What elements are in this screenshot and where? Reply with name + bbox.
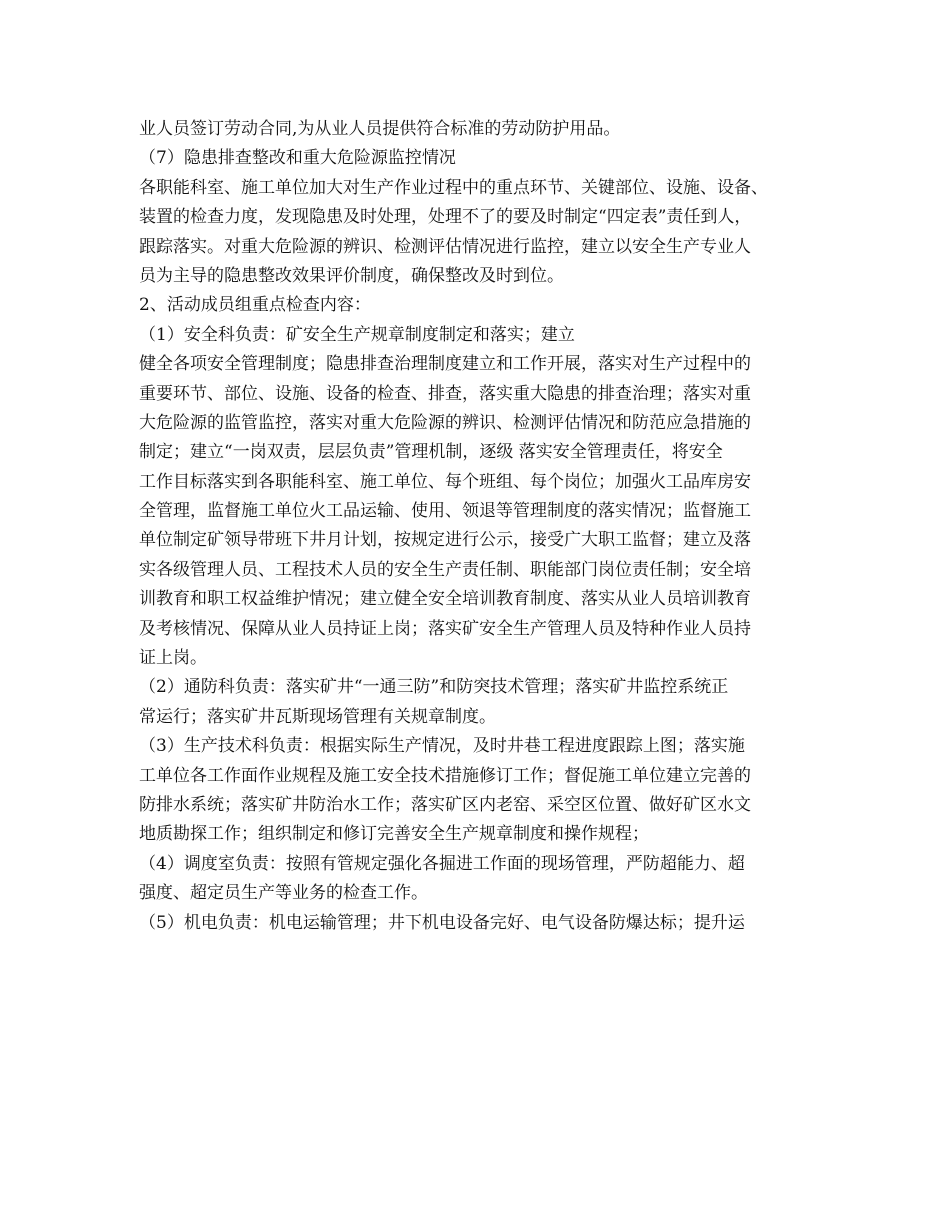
text-line: 强度、超定员生产等业务的检查工作。	[139, 883, 428, 904]
text-line: 实各级管理人员、工程技术人员的安全生产责任制、职能部门岗位责任制；安全培	[139, 559, 751, 580]
text-line: 重要环节、部位、设施、设备的检查、排查，落实重大隐患的排查治理；落实对重	[139, 383, 751, 404]
section-heading: （7）隐患排查整改和重大危险源监控情况	[139, 148, 456, 169]
text-line: 及考核情况、保障从业人员持证上岗；落实矿安全生产管理人员及特种作业人员持	[139, 618, 751, 639]
text-line: 员为主导的隐患整改效果评价制度，确保整改及时到位。	[139, 265, 564, 286]
text-line: 防排水系统；落实矿井防治水工作；落实矿区内老窑、采空区位置、做好矿区水文	[139, 794, 751, 815]
text-line: 工单位各工作面作业规程及施工安全技术措施修订工作；督促施工单位建立完善的	[139, 765, 751, 786]
text-line: 制定；建立“一岗双责，层层负责”管理机制，逐级 落实安全管理责任，将安全	[139, 442, 723, 463]
text-line: 工作目标落实到各职能科室、施工单位、每个班组、每个岗位；加强火工品库房安	[139, 471, 751, 492]
text-line: （3）生产技术科负责：根据实际生产情况，及时井巷工程进度跟踪上图；落实施	[139, 736, 745, 757]
text-line: 大危险源的监管监控，落实对重大危险源的辨识、检测评估情况和防范应急措施的	[139, 412, 751, 433]
text-line: 健全各项安全管理制度；隐患排查治理制度建立和工作开展，落实对生产过程中的	[139, 354, 751, 375]
text-line: 常运行；落实矿井瓦斯现场管理有关规章制度。	[139, 706, 496, 727]
text-line: 业人员签订劳动合同,为从业人员提供符合标准的劳动防护用品。	[139, 119, 621, 139]
text-line: 跟踪落实。对重大危险源的辨识、检测评估情况进行监控，建立以安全生产专业人	[139, 236, 751, 257]
text-line: 地质勘探工作；组织制定和修订完善安全生产规章制度和操作规程；	[139, 824, 649, 845]
text-line: （4）调度室负责：按照有管规定强化各掘进工作面的现场管理，严防超能力、超	[139, 853, 745, 874]
document-body	[139, 115, 829, 938]
text-line: （5）机电负责：机电运输管理；井下机电设备完好、电气设备防爆达标；提升运	[139, 912, 745, 933]
text-line: 全管理，监督施工单位火工品运输、使用、领退等管理制度的落实情况；监督施工	[139, 501, 751, 522]
text-line: 训教育和职工权益维护情况；建立健全安全培训教育制度、落实从业人员培训教育	[139, 589, 751, 610]
text-line: 证上岗。	[139, 648, 207, 669]
text-line: 各职能科室、施工单位加大对生产作业过程中的重点环节、关键部位、设施、设备、	[139, 177, 768, 198]
text-line: 单位制定矿领导带班下井月计划，按规定进行公示，接受广大职工监督；建立及落	[139, 530, 751, 551]
text-line: （2）通防科负责：落实矿井“一通三防”和防突技术管理；落实矿井监控系统正	[139, 677, 729, 698]
text-line: （1）安全科负责：矿安全生产规章制度制定和落实；建立	[139, 324, 575, 345]
section-heading: 2、活动成员组重点检查内容：	[139, 295, 371, 316]
text-line: 装置的检查力度，发现隐患及时处理，处理不了的要及时制定“四定表”责任到人，	[139, 207, 752, 228]
